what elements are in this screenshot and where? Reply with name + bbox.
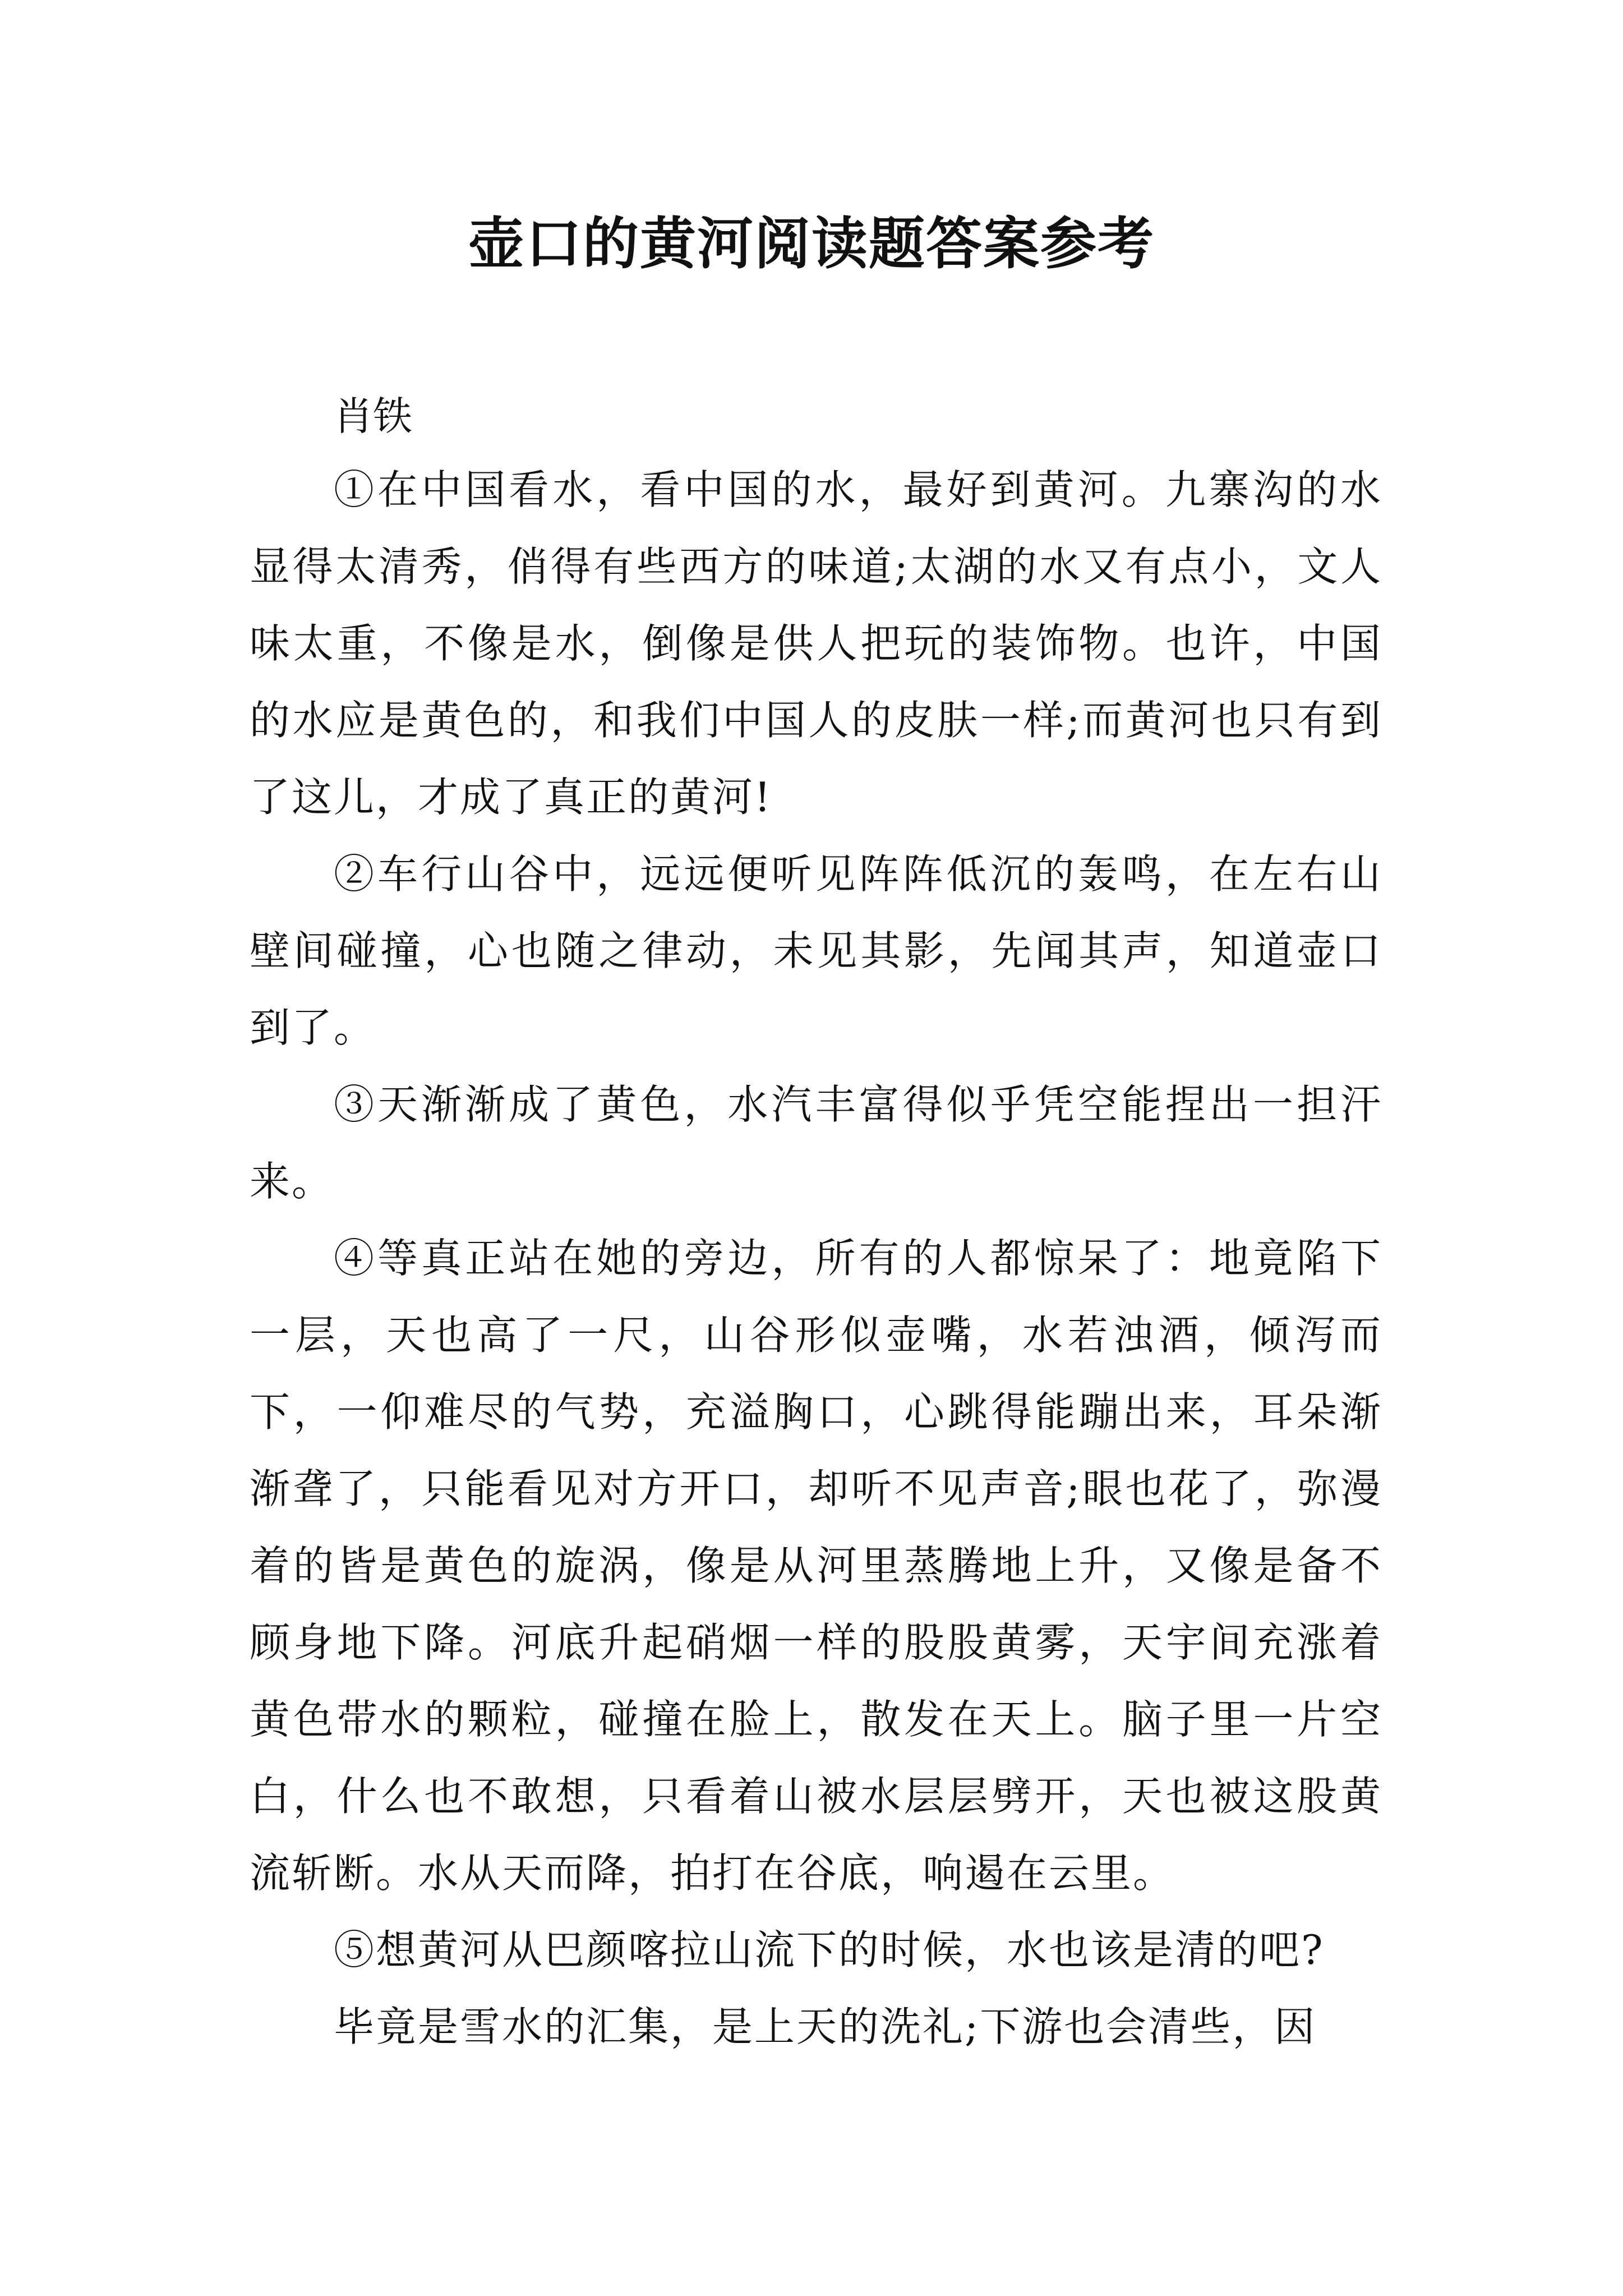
document-title: 壶口的黄河阅读题答案参考 [468, 211, 1155, 277]
paragraph-5: ⑤想黄河从巴颜喀拉山流下的时候，水也该是清的吧? [334, 1926, 1325, 1973]
paragraph-6: 毕竟是雪水的汇集，是上天的洗礼;下游也会清些，因 [334, 2003, 1317, 2050]
author-name: 肖铁 [334, 393, 412, 439]
paragraph-3: ③天渐渐成了黄色，水汽丰富得似乎凭空能捏出一担汗来。 [250, 1081, 1382, 1205]
document-body [250, 381, 1382, 2065]
paragraph-1: ①在中国看水，看中国的水，最好到黄河。九寨沟的水显得太清秀，俏得有些西方的味道;太湖的水又有点小，文人味太重，不像是水，倒像是供人把玩的装饰物。也许，中国的水应是黄色的，和我们中国人的皮肤一样;而黄河也只有到了这儿，才成了真正的黄河! [250, 466, 1382, 821]
paragraph-4: ④等真正站在她的旁边，所有的人都惊呆了：地竟陷下一层，天也高了一尺，山谷形似壶嘴，水若浊酒，倾泻而下，一仰难尽的气势，充溢胸口，心跳得能蹦出来，耳朵渐渐聋了，只能看见对方开口，却听不见声音;眼也花了，弥漫着的皆是黄色的旋涡，像是从河里蒸腾地上升，又像是备不顾身地下降。河底升起硝烟一样的股股黄雾，天宇间充涨着黄色带水的颗粒，碰撞在脸上，散发在天上。脑子里一片空白，什么也不敢想，只看着山被水层层劈开，天也被这股黄流斩断。水从天而降，拍打在谷底，响遏在云里。 [250, 1235, 1382, 1897]
paragraph-2: ②车行山谷中，远远便听见阵阵低沉的轰鸣，在左右山壁间碰撞，心也随之律动，未见其影，先闻其声，知道壶口到了。 [250, 850, 1382, 1051]
